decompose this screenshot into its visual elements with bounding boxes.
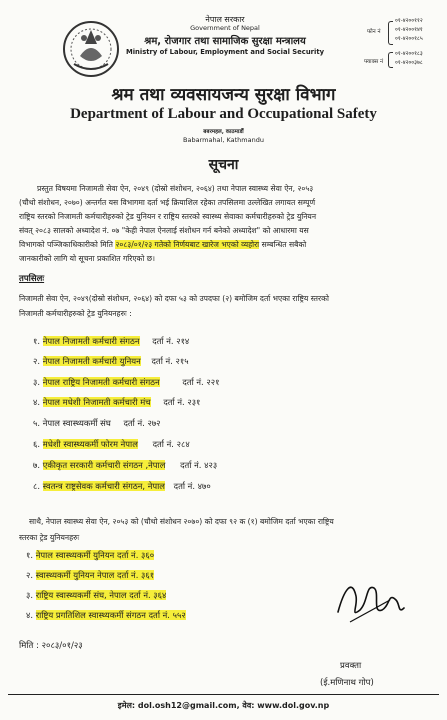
addr-np: बबरमहल, काठमाडौं (203, 129, 244, 135)
fax-numbers: ०१-४२००१८३ ०१-४२००३७८ (395, 51, 423, 66)
dept-np: श्रम तथा व्यवसायजन्य सुरक्षा विभाग (111, 85, 336, 105)
list-item: ३. नेपाल राष्ट्रिय निजामती कर्मचारी संगठन दर्ता नं. २२१ (33, 377, 220, 387)
list-item: १. नेपाल स्वास्थ्यकर्मी युनियन दर्ता नं. ३६० (26, 550, 155, 560)
email-link[interactable]: dol.osh12@gmail.com (137, 701, 237, 710)
list-item: २. स्वास्थ्यकर्मी युनियन नेपाल दर्ता नं. ३६१ (26, 570, 155, 580)
footer-contact: इमेल: dol.osh12@gmail.com, वेव: www.dol.gov.np (117, 701, 330, 710)
list-item: ८. स्वतन्त्र राष्ट्रसेवक कर्मचारी संगठन, नेपाल दर्ता नं. ४७० (33, 481, 211, 491)
list-item: ४. नेपाल मधेशी निजामती कर्मचारी मंच दर्ता नं. २३१ (33, 397, 201, 407)
list-item: ६. मधेशी स्वास्थ्यकर्मी फोरम नेपाल दर्ता नं. २८४ (33, 439, 190, 449)
dept-en: Department of Labour and Occupational Safety (70, 106, 377, 122)
list-item: ४. राष्ट्रिय प्रगतिशिल स्वास्थ्यकर्मी संगठन दर्ता नं. ५५२ (26, 610, 186, 620)
list-item: २. नेपाल निजामती कर्मचारी युनियन दर्ता नं. २१५ (33, 356, 189, 366)
signature-icon (330, 570, 410, 630)
fax-label: फ्याक्स नं (364, 59, 384, 65)
tapasil-heading: तपसिलः (19, 274, 45, 284)
highlighted-decision: २०८३/०१/२३ गतेको निर्णयबाट खारेज भएको व्यहोरा (115, 240, 260, 249)
phone-label: फोन नं (367, 29, 381, 35)
date-line: मिति : २०८३/०१/२३ (19, 641, 83, 651)
gov-np: नेपाल सरकार (205, 15, 245, 24)
intro-paragraph: प्रस्तुत विषयमा निजामती सेवा ऐन, २०४९ (दोस्रो संशोधन, २०६४) तथा नेपाल स्वास्थ्य सेवा ऐन, २०५३ (चौथो संशोधन, २०७०) अन्तर्गत यस विभागमा दर्ता भई क्रियाशिल रहेका तपसिलमा उल्लेखित लगायत सम्पूर्ण राष्ट्रिय स्तरको निजामती कर्मचारीहरुको ट्रेड युनियन र राष्ट्रिय स्तरको स्वास्थ्य सेवाका कर्मचारीहरुको ट्रेड युनियन संवत् २०८३ सालको अध्यादेश नं. ०७ "केही नेपाल ऐनलाई संशोधन गर्न बनेको अध्यादेश" को आधारमा यस विभागको पञ्जिकाधिकारीको मिति २०८३/०१/२३ गतेको निर्णयबाट खारेज भएको व्यहोरा सम्बन्धित सबैको जानकारीको लागि यो सूचना प्रकाशित गरिएको छ। (19, 184, 317, 263)
list-item: ५. नेपाल स्वास्थ्यकर्मी संघ दर्ता नं. २७२ (33, 418, 161, 428)
section1-intro: निजामती सेवा ऐन, २०४९(दोस्रो संशोधन, २०६४) को दफा ५३ को उपदफा (२) बमोजिम दर्ता भएका राष्ट्रिय स्तरको निजामती कर्मचारीहरुको ट्रेड युनियनहरुः : (19, 294, 329, 318)
signatory-name: (ई.मणिनाथ गोप) (320, 678, 374, 688)
ministry-np: श्रम, रोजगार तथा सामाजिक सुरक्षा मन्त्रालय (144, 36, 306, 47)
addr-en: Babarmahal, Kathmandu (183, 136, 264, 144)
list-item: ३. राष्ट्रिय स्वास्थ्यकर्मी संघ, नेपाल दर्ता नं. ३६४ (26, 590, 167, 600)
gov-en: Government of Nepal (190, 24, 260, 32)
section2-intro: साथै, नेपाल स्वास्थ्य सेवा ऐन, २०५३ को (चौथो संशोधन २०७०) को दफा ९२ क (१) बमोजिम दर्ता भएका राष्ट्रिय स्तरका ट्रेड युनियनहरुः (19, 517, 334, 542)
website-link[interactable]: www.dol.gov.np (257, 701, 330, 710)
list-item: ७. एकीकृत सरकारी कर्मचारी संगठन ,नेपाल दर्ता नं. ४२३ (33, 460, 218, 470)
phone-brace (388, 21, 393, 45)
list-item: १. नेपाल निजामती कर्मचारी संगठन दर्ता नं. २१४ (33, 336, 190, 346)
phone-numbers: ०१-४२००११२ ०१-४२००१४१ ०१-४२००१८५ (395, 18, 423, 42)
fax-brace (388, 52, 393, 68)
notice-title: सूचना (208, 157, 239, 173)
footer-divider (8, 694, 439, 695)
ministry-en: Ministry of Labour, Employment and Social Security (125, 48, 325, 56)
signatory-role: प्रवक्ता (340, 661, 362, 671)
